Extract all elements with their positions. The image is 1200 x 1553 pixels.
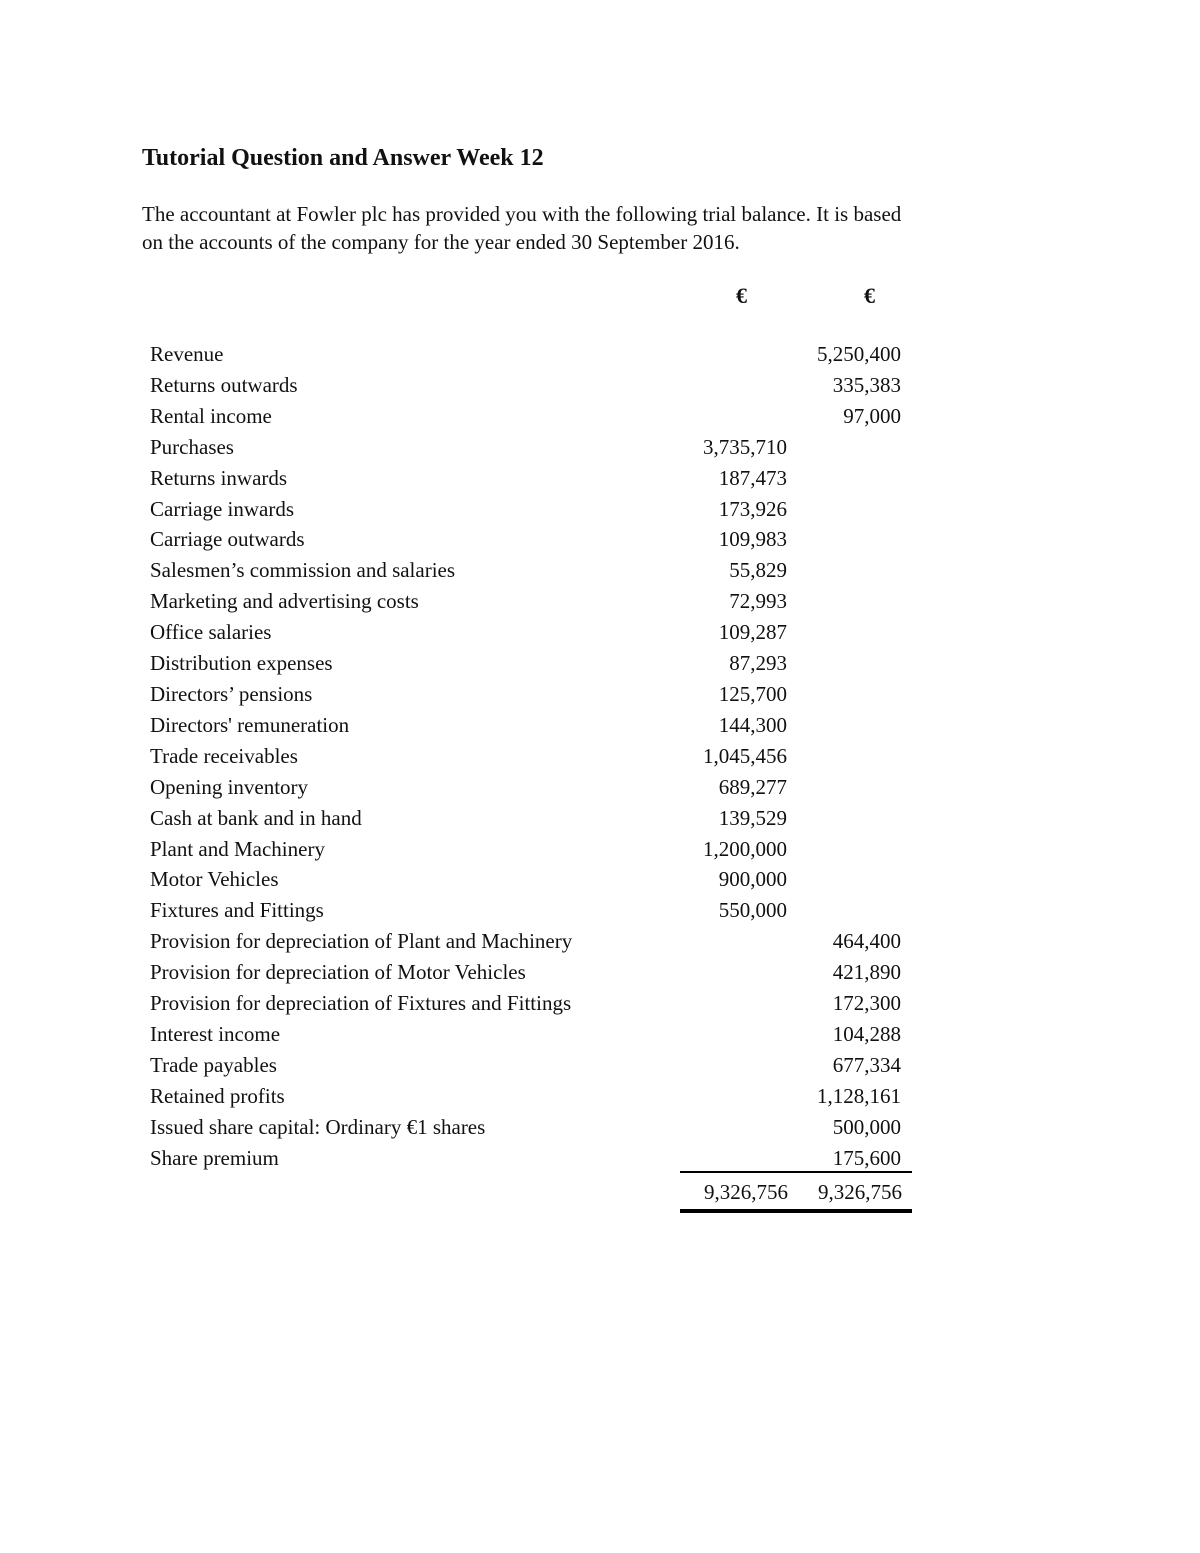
debit-amount: 3,735,710 <box>703 434 787 459</box>
table-row <box>150 957 901 988</box>
debit-amount <box>680 1112 787 1143</box>
intro-line-1: The accountant at Fowler plc has provided you with the following trial balance. It is based <box>142 202 902 226</box>
intro-paragraph <box>142 200 1042 256</box>
table-row <box>150 1019 901 1050</box>
debit-amount <box>680 339 787 370</box>
table-row <box>150 432 901 463</box>
table-row <box>150 401 901 432</box>
debit-amount: 900,000 <box>718 867 787 892</box>
table-row <box>150 926 901 957</box>
account-name: Directors’ pensions <box>150 681 313 706</box>
intro-line-2: on the accounts of the company for the year ended 30 September 2016. <box>142 230 740 254</box>
debit-amount <box>680 1143 787 1174</box>
credit-amount: 1,128,161 <box>817 1083 901 1108</box>
debit-amount <box>680 957 787 988</box>
credit-amount <box>787 710 901 741</box>
account-name: Distribution expenses <box>150 651 333 676</box>
table-row <box>150 710 901 741</box>
account-name: Returns inwards <box>150 465 288 490</box>
debit-amount: 144,300 <box>718 712 787 737</box>
credit-amount <box>787 586 901 617</box>
credit-currency-header: € <box>864 283 875 308</box>
totals-row <box>680 1171 912 1213</box>
account-name: Carriage outwards <box>150 527 305 552</box>
debit-amount: 55,829 <box>729 558 787 583</box>
debit-amount <box>680 988 787 1019</box>
account-name: Returns outwards <box>150 372 298 397</box>
table-row <box>150 463 901 494</box>
table-row <box>150 648 901 679</box>
credit-amount: 172,300 <box>832 991 901 1016</box>
debit-amount <box>680 370 787 401</box>
table-row <box>150 1081 901 1112</box>
table-row <box>150 803 901 834</box>
credit-amount: 677,334 <box>832 1052 901 1077</box>
credit-amount: 335,383 <box>832 372 901 397</box>
table-row <box>150 1050 901 1081</box>
account-name: Issued share capital: Ordinary €1 shares <box>150 1114 486 1139</box>
account-name: Opening inventory <box>150 774 309 799</box>
total-debit: 9,326,756 <box>704 1180 788 1204</box>
account-name: Provision for depreciation of Motor Vehicles <box>150 960 526 985</box>
credit-amount: 421,890 <box>832 960 901 985</box>
total-credit: 9,326,756 <box>818 1180 902 1204</box>
credit-amount: 500,000 <box>832 1114 901 1139</box>
table-row <box>150 586 901 617</box>
table-row <box>150 617 901 648</box>
debit-amount: 173,926 <box>718 496 787 521</box>
account-name: Retained profits <box>150 1083 285 1108</box>
credit-amount <box>787 617 901 648</box>
account-name: Plant and Machinery <box>150 836 325 861</box>
credit-amount <box>787 463 901 494</box>
debit-amount: 87,293 <box>729 651 787 676</box>
credit-amount: 104,288 <box>832 1021 901 1046</box>
account-name: Fixtures and Fittings <box>150 898 324 923</box>
trial-balance-body <box>150 339 901 1173</box>
debit-amount: 139,529 <box>718 805 787 830</box>
table-row <box>150 524 901 555</box>
table-row <box>150 864 901 895</box>
credit-amount <box>787 741 901 772</box>
credit-amount: 97,000 <box>843 403 901 428</box>
debit-amount: 187,473 <box>718 465 787 490</box>
account-name: Motor Vehicles <box>150 867 279 892</box>
debit-amount: 109,287 <box>718 620 787 645</box>
credit-amount: 175,600 <box>832 1145 901 1170</box>
debit-amount <box>680 1050 787 1081</box>
credit-amount: 464,400 <box>832 929 901 954</box>
credit-amount <box>787 524 901 555</box>
debit-amount <box>680 926 787 957</box>
account-name: Directors' remuneration <box>150 712 350 737</box>
account-name: Revenue <box>150 342 224 366</box>
table-row <box>150 679 901 710</box>
credit-amount <box>787 432 901 463</box>
table-row <box>150 895 901 926</box>
account-name: Share premium <box>150 1145 279 1170</box>
account-name: Interest income <box>150 1021 281 1046</box>
document-title: Tutorial Question and Answer Week 12 <box>142 145 544 171</box>
credit-amount <box>787 494 901 525</box>
table-row <box>150 834 901 865</box>
debit-amount <box>680 401 787 432</box>
debit-currency-header: € <box>736 283 747 308</box>
table-row <box>150 555 901 586</box>
debit-amount: 1,045,456 <box>703 743 787 768</box>
debit-amount: 109,983 <box>718 527 787 552</box>
account-name: Salesmen’s commission and salaries <box>150 558 456 583</box>
account-name: Provision for depreciation of Plant and Machinery <box>150 929 573 954</box>
account-name: Trade payables <box>150 1052 277 1077</box>
credit-amount <box>787 772 901 803</box>
debit-amount: 1,200,000 <box>703 836 787 861</box>
account-name: Carriage inwards <box>150 496 295 521</box>
debit-amount: 72,993 <box>729 589 787 614</box>
table-row <box>150 494 901 525</box>
debit-amount: 550,000 <box>718 898 787 923</box>
account-name: Purchases <box>150 434 234 459</box>
credit-amount <box>787 803 901 834</box>
table-row <box>150 1112 901 1143</box>
account-name: Trade receivables <box>150 743 298 768</box>
account-name: Marketing and advertising costs <box>150 589 419 614</box>
credit-amount: 5,250,400 <box>817 342 901 366</box>
table-row <box>150 772 901 803</box>
debit-amount <box>680 1019 787 1050</box>
credit-amount <box>787 555 901 586</box>
table-row <box>150 741 901 772</box>
account-name: Rental income <box>150 403 272 428</box>
account-name: Provision for depreciation of Fixtures and Fittings <box>150 991 572 1016</box>
credit-amount <box>787 864 901 895</box>
table-row <box>150 339 901 370</box>
table-row <box>150 370 901 401</box>
debit-amount <box>680 1081 787 1112</box>
trial-balance-table <box>150 339 901 1173</box>
table-row <box>150 988 901 1019</box>
credit-amount <box>787 679 901 710</box>
credit-amount <box>787 834 901 865</box>
credit-amount <box>787 895 901 926</box>
table-row <box>150 1143 901 1174</box>
account-name: Office salaries <box>150 620 272 645</box>
debit-amount: 689,277 <box>718 774 787 799</box>
account-name: Cash at bank and in hand <box>150 805 362 830</box>
credit-amount <box>787 648 901 679</box>
debit-amount: 125,700 <box>718 681 787 706</box>
